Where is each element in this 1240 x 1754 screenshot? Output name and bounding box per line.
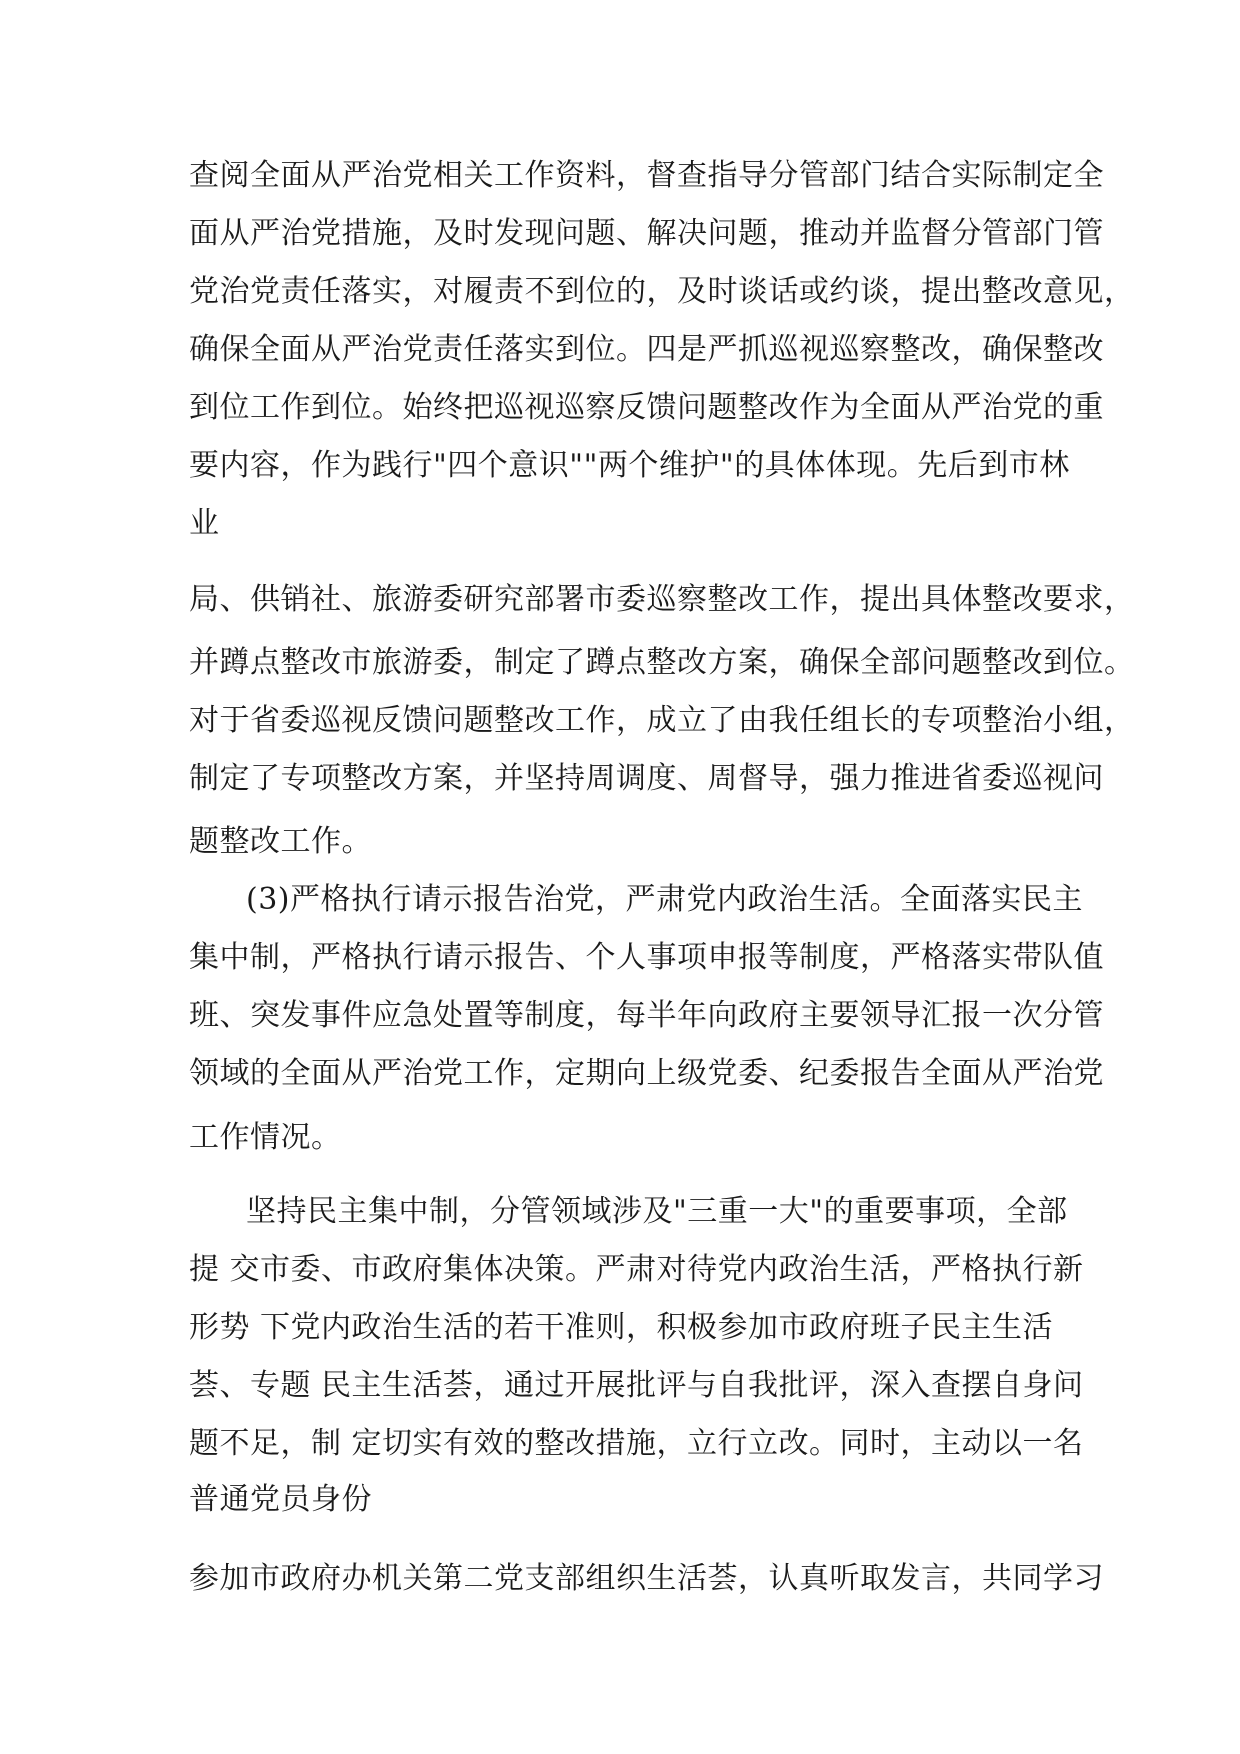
text-line-18: 坚持民主集中制，分管领域涉及"三重一大"的重要事项，全部 xyxy=(246,1194,1068,1229)
text-line-12: 题整改工作。 xyxy=(189,824,372,859)
text-line-21: 荟、专题 民主生活荟，通过开展批评与自我批评，深入查摆自身问 xyxy=(189,1368,1084,1403)
text-line-4: 确保全面从严治党责任落实到位。四是严抓巡视巡察整改，确保整改 xyxy=(189,332,1104,367)
text-line-13: (3)严格执行请示报告治党，严肃党内政治生活。全面落实民主 xyxy=(246,882,1083,917)
text-line-7: 业 xyxy=(189,506,220,541)
text-line-2: 面从严治党措施，及时发现问题、解决问题，推动并监督分管部门管 xyxy=(189,216,1104,251)
text-line-17: 工作情况。 xyxy=(189,1120,342,1155)
text-line-5: 到位工作到位。始终把巡视巡察反馈问题整改作为全面从严治党的重 xyxy=(189,390,1104,425)
text-line-3: 党治党责任落实，对履责不到位的，及时谈话或约谈，提出整改意见， xyxy=(189,274,1135,309)
text-line-20: 形势 下党内政治生活的若干准则，积极参加市政府班子民主生活 xyxy=(189,1310,1054,1345)
text-line-9: 并蹲点整改市旅游委，制定了蹲点整改方案，确保全部问题整改到位。 xyxy=(189,645,1135,680)
text-line-24: 参加市政府办机关第二党支部组织生活荟，认真听取发言，共同学习 xyxy=(189,1561,1104,1596)
text-line-23: 普通党员身份 xyxy=(189,1482,372,1517)
text-line-19: 提 交市委、市政府集体决策。严肃对待党内政治生活，严格执行新 xyxy=(189,1252,1084,1287)
text-line-15: 班、突发事件应急处置等制度，每半年向政府主要领导汇报一次分管 xyxy=(189,998,1104,1033)
text-line-11: 制定了专项整改方案，并坚持周调度、周督导，强力推进省委巡视问 xyxy=(189,761,1104,796)
text-line-14: 集中制，严格执行请示报告、个人事项申报等制度，严格落实带队值 xyxy=(189,940,1104,975)
text-line-22: 题不足，制 定切实有效的整改措施，立行立改。同时，主动以一名 xyxy=(189,1426,1084,1461)
text-line-10: 对于省委巡视反馈问题整改工作，成立了由我任组长的专项整治小组， xyxy=(189,703,1135,738)
text-line-6: 要内容，作为践行"四个意识""两个维护"的具体体现。先后到市林 xyxy=(189,448,1070,483)
text-line-8: 局、供销社、旅游委研究部署市委巡察整改工作，提出具体整改要求， xyxy=(189,582,1135,617)
text-line-1: 查阅全面从严治党相关工作资料，督查指导分管部门结合实际制定全 xyxy=(189,158,1104,193)
text-line-16: 领域的全面从严治党工作，定期向上级党委、纪委报告全面从严治党 xyxy=(189,1056,1104,1091)
